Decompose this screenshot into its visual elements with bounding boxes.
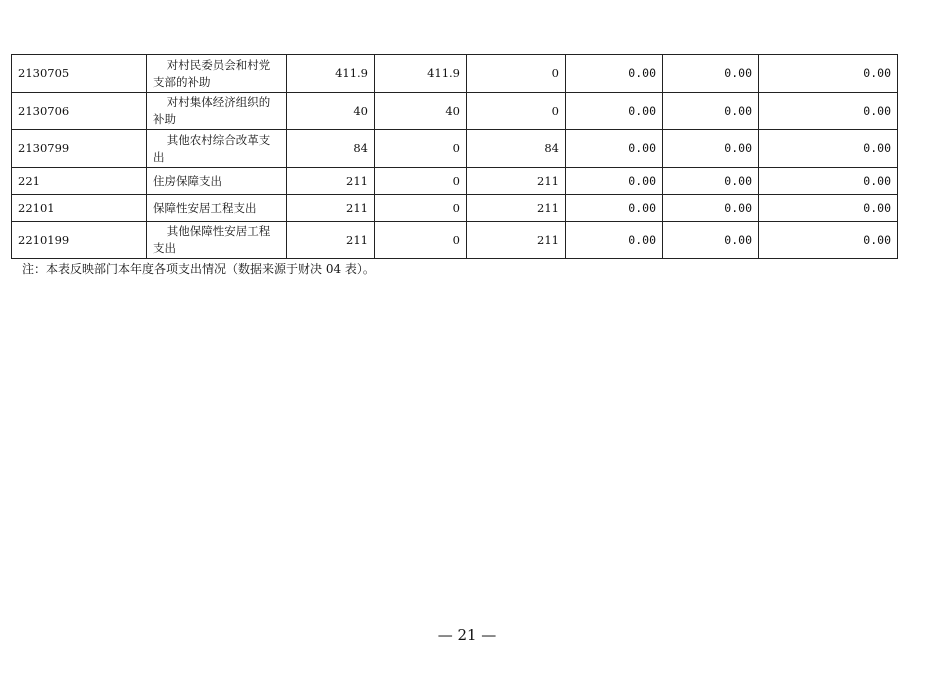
table-row — [12, 168, 898, 195]
table-row — [12, 195, 898, 222]
table-row — [12, 93, 898, 130]
total-amount: 40 — [287, 93, 375, 130]
total-amount: 411.9 — [287, 55, 375, 93]
project-expenditure: 211 — [467, 195, 566, 222]
subject-code: 2130799 — [12, 130, 147, 168]
amount-col-6: 0.00 — [759, 93, 898, 130]
amount-col-5: 0.00 — [663, 195, 759, 222]
total-amount: 84 — [287, 130, 375, 168]
amount-col-5: 0.00 — [663, 130, 759, 168]
amount-col-4: 0.00 — [566, 55, 663, 93]
basic-expenditure: 0 — [375, 195, 467, 222]
subject-name: 住房保障支出 — [147, 168, 287, 195]
project-expenditure: 84 — [467, 130, 566, 168]
amount-col-4: 0.00 — [566, 130, 663, 168]
subject-code: 221 — [12, 168, 147, 195]
project-expenditure: 0 — [467, 93, 566, 130]
amount-col-5: 0.00 — [663, 222, 759, 259]
project-expenditure: 0 — [467, 55, 566, 93]
subject-code: 2210199 — [12, 222, 147, 259]
subject-code: 22101 — [12, 195, 147, 222]
table-row — [12, 130, 898, 168]
subject-name: 其他农村综合改革支出 — [147, 130, 287, 168]
subject-name: 保障性安居工程支出 — [147, 195, 287, 222]
basic-expenditure: 0 — [375, 168, 467, 195]
amount-col-4: 0.00 — [566, 195, 663, 222]
subject-code: 2130706 — [12, 93, 147, 130]
total-amount: 211 — [287, 168, 375, 195]
basic-expenditure: 0 — [375, 130, 467, 168]
page-number: — 21 — — [437, 626, 497, 644]
amount-col-6: 0.00 — [759, 130, 898, 168]
amount-col-5: 0.00 — [663, 93, 759, 130]
amount-col-6: 0.00 — [759, 222, 898, 259]
subject-name: 对村民委员会和村党支部的补助 — [147, 55, 287, 93]
table-row — [12, 55, 898, 93]
amount-col-4: 0.00 — [566, 168, 663, 195]
table-note: 注：本表反映部门本年度各项支出情况（数据来源于财决 04 表）。 — [22, 262, 375, 276]
project-expenditure: 211 — [467, 222, 566, 259]
amount-col-5: 0.00 — [663, 55, 759, 93]
basic-expenditure: 411.9 — [375, 55, 467, 93]
subject-code: 2130705 — [12, 55, 147, 93]
subject-name: 其他保障性安居工程支出 — [147, 222, 287, 259]
project-expenditure: 211 — [467, 168, 566, 195]
amount-col-6: 0.00 — [759, 195, 898, 222]
table-row — [12, 222, 898, 259]
amount-col-5: 0.00 — [663, 168, 759, 195]
basic-expenditure: 40 — [375, 93, 467, 130]
amount-col-6: 0.00 — [759, 168, 898, 195]
subject-name: 对村集体经济组织的补助 — [147, 93, 287, 130]
amount-col-4: 0.00 — [566, 93, 663, 130]
total-amount: 211 — [287, 195, 375, 222]
amount-col-6: 0.00 — [759, 55, 898, 93]
basic-expenditure: 0 — [375, 222, 467, 259]
amount-col-4: 0.00 — [566, 222, 663, 259]
expenditure-table — [11, 54, 898, 259]
total-amount: 211 — [287, 222, 375, 259]
